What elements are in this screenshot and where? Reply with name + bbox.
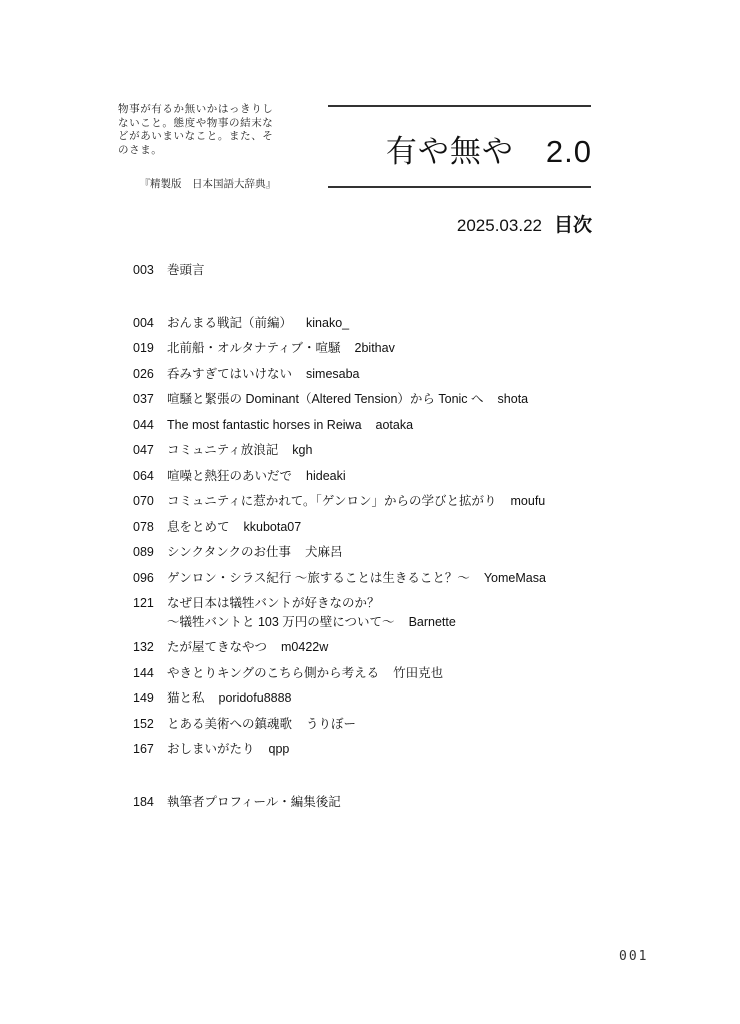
toc-author: YomeMasa <box>483 570 546 585</box>
toc-entry <box>133 519 613 545</box>
toc-entry <box>133 315 613 341</box>
toc-author: m0422w <box>281 640 329 654</box>
toc-page-number: 121 <box>133 596 154 610</box>
toc-page-number: 144 <box>133 665 154 680</box>
epigraph-source: 『精製版 日本国語大辞典』 <box>139 178 276 190</box>
toc-entry-body <box>167 570 546 596</box>
toc-title: The most fantastic horses in Reiwa <box>167 417 362 432</box>
toc-entry <box>133 741 613 767</box>
toc-title: 猫と私 <box>167 691 205 705</box>
toc-page-number: 132 <box>133 640 154 654</box>
toc-title: 北前船・オルタナティブ・喧騒 <box>167 341 341 355</box>
issue-date: 2025.03.22 <box>456 216 542 235</box>
toc-page-number: 047 <box>133 443 154 457</box>
toc-entry-body <box>167 716 356 742</box>
toc-line <box>167 391 528 407</box>
toc-page-number: 003 <box>133 263 154 277</box>
toc-line <box>167 690 292 706</box>
toc-entry-body <box>167 442 312 468</box>
toc-entry <box>133 665 613 691</box>
toc-entry-body <box>167 315 349 341</box>
toc-line <box>167 639 328 655</box>
toc-title: コミュニティに惹かれて。「ゲンロン」からの学びと拡がり <box>167 494 497 508</box>
toc-line <box>167 519 301 535</box>
toc-entry-body <box>167 417 413 443</box>
toc-author: simesaba <box>306 366 360 381</box>
toc-title: 巻頭言 <box>167 263 205 277</box>
toc-page-number: 167 <box>133 742 154 756</box>
toc-author: 犬麻呂 <box>304 545 343 559</box>
toc-author: kkubota07 <box>243 519 302 534</box>
toc-page-number: 152 <box>133 716 154 731</box>
toc-author: 竹田克也 <box>393 665 444 680</box>
toc-line <box>167 417 413 433</box>
toc-entry <box>133 690 613 716</box>
toc-author: shota <box>497 392 529 406</box>
toc-entry-body <box>167 493 545 519</box>
toc-page-number: 037 <box>133 392 154 406</box>
toc-title: 喧噪と熱狂のあいだで <box>167 468 293 483</box>
toc-title: ゲンロン・シラス紀行 〜旅することは生きること？〜 <box>167 570 470 585</box>
toc-line <box>167 741 289 757</box>
toc-author: qpp <box>268 742 290 756</box>
toc-line <box>167 468 346 484</box>
toc-title: シンクタンクのお仕事 <box>167 545 291 559</box>
toc-line <box>167 340 395 356</box>
toc-entry-body <box>167 794 341 820</box>
toc-entry-body <box>167 690 292 716</box>
toc-entry <box>133 417 613 443</box>
toc-entry-body <box>167 340 395 366</box>
title-text: 有や無や <box>385 134 514 169</box>
epigraph-line: どがあいまいなこと。また、そ <box>118 130 274 142</box>
toc-entry-body <box>167 391 528 417</box>
toc-entry-body <box>167 468 346 494</box>
toc-entry-body <box>167 262 205 288</box>
toc-page-number: 004 <box>133 315 154 330</box>
toc-page-number: 044 <box>133 417 154 432</box>
toc-entry <box>133 340 613 366</box>
toc-entry <box>133 639 613 665</box>
toc-author: moufu <box>510 494 546 508</box>
toc-entry <box>133 716 613 742</box>
toc-entry-body <box>167 639 328 665</box>
toc-line <box>167 595 456 611</box>
toc-line <box>167 614 456 630</box>
toc-entry-body <box>167 741 289 767</box>
toc-page-number: 149 <box>133 691 154 705</box>
toc-title: おしまいがたり <box>167 742 255 756</box>
toc-line <box>167 262 205 278</box>
toc-line <box>167 665 443 681</box>
page-title <box>330 126 592 171</box>
epigraph <box>118 103 278 157</box>
toc-title: やきとりキングのこちら側から考える <box>167 665 380 680</box>
toc-page-number: 089 <box>133 545 154 559</box>
toc-author: kgh <box>292 443 313 457</box>
toc-entry <box>133 794 613 820</box>
toc-title: コミュニティ放浪記 <box>167 443 279 457</box>
toc-page-number: 019 <box>133 341 154 355</box>
toc-entry <box>133 262 613 288</box>
toc-entry <box>133 595 613 639</box>
toc-entry <box>133 366 613 392</box>
toc-title: 喧騒と緊張の Dominant（Altered Tension）から Tonic へ <box>167 392 484 406</box>
title-top-rule <box>328 105 591 107</box>
toc-entry <box>133 391 613 417</box>
toc-entry <box>133 493 613 519</box>
toc-entry-body <box>167 366 360 392</box>
toc-author: うりぼー <box>306 716 357 731</box>
toc-page-number: 064 <box>133 468 154 483</box>
toc-entry-body <box>167 595 456 639</box>
title-bottom-rule <box>328 186 591 188</box>
toc-line <box>167 315 349 331</box>
page-number: 001 <box>619 949 649 964</box>
toc-author: kinako_ <box>306 315 350 330</box>
toc-line <box>167 716 356 732</box>
toc-line <box>167 366 360 382</box>
toc-title: たが屋てきなやつ <box>167 640 268 654</box>
toc-title: 呑みすぎてはいけない <box>167 366 293 381</box>
toc-page-number: 184 <box>133 794 154 809</box>
toc-entry <box>133 468 613 494</box>
toc-line <box>167 570 546 586</box>
toc-author: hideaki <box>306 468 346 483</box>
toc-entry-body <box>167 544 342 570</box>
table-of-contents <box>133 262 613 819</box>
toc-page-number: 026 <box>133 366 154 381</box>
toc-page-number: 070 <box>133 494 154 508</box>
toc-title: なぜ日本は犠牲バントが好きなのか？ <box>167 596 380 610</box>
toc-page-number: 078 <box>133 519 154 534</box>
title-version: 2.0 <box>545 134 592 169</box>
toc-entry <box>133 544 613 570</box>
toc-subtitle: 〜犠牲バントと 103 万円の壁について〜 <box>167 615 395 629</box>
toc-entry-body <box>167 665 443 691</box>
toc-line <box>167 493 545 509</box>
date-line <box>330 210 592 237</box>
epigraph-line: ないこと。態度や物事の結末な <box>118 116 274 129</box>
toc-title: とある美術への鎮魂歌 <box>167 716 293 731</box>
epigraph-line: のさま。 <box>118 143 163 156</box>
toc-heading: 目次 <box>553 215 592 236</box>
epigraph-line: 物事が有るか無いかはっきりし <box>118 103 274 115</box>
toc-line <box>167 794 341 810</box>
toc-entry-body <box>167 519 301 545</box>
toc-author: poridofu8888 <box>218 691 292 705</box>
toc-title: おんまる戦記（前編） <box>167 315 293 330</box>
toc-line <box>167 544 342 560</box>
toc-author: aotaka <box>375 417 414 432</box>
toc-entry <box>133 442 613 468</box>
toc-entry <box>133 570 613 596</box>
toc-author: Barnette <box>408 615 456 629</box>
toc-line <box>167 442 312 458</box>
toc-page-number: 096 <box>133 570 154 585</box>
toc-title: 息をとめて <box>167 519 230 534</box>
toc-title: 執筆者プロフィール・編集後記 <box>167 794 341 809</box>
toc-author: 2bithav <box>354 341 395 355</box>
